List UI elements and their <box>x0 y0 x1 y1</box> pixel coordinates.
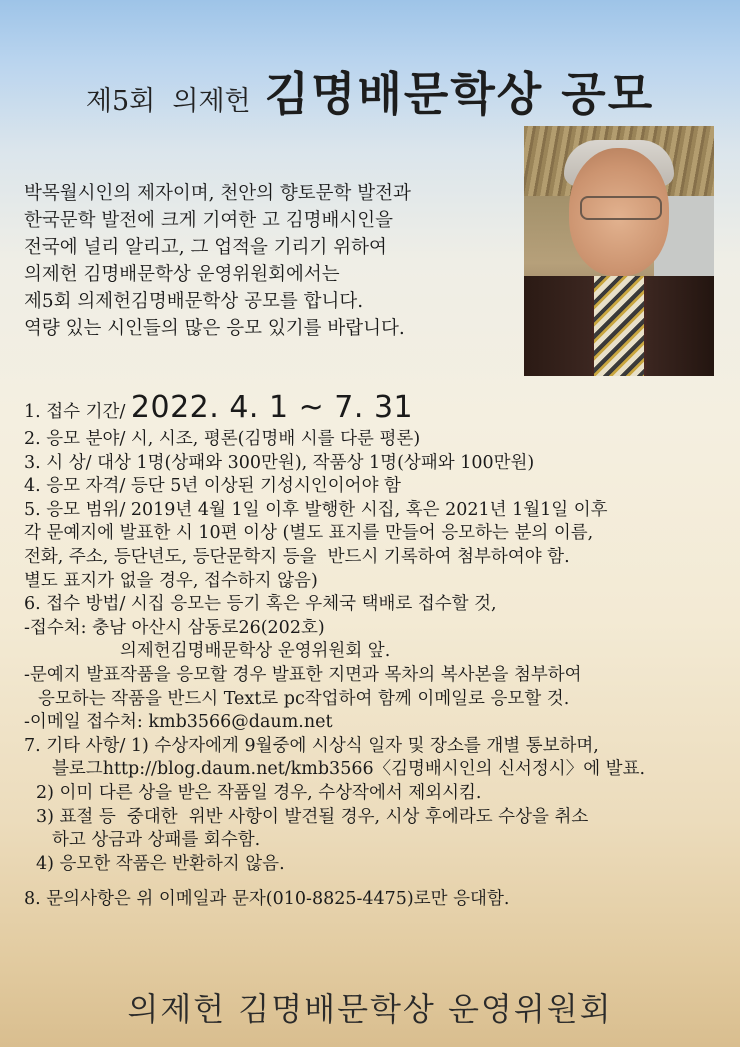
poet-portrait-photo <box>524 126 714 376</box>
item-scope-cont: 전화, 주소, 등단년도, 등단문학지 등을 반드시 기록하여 첨부하여야 함. <box>24 546 570 567</box>
contest-details-list <box>24 388 724 912</box>
page-title <box>0 58 740 124</box>
period-label: 1. 접수 기간/ <box>24 402 131 422</box>
item-journal-cont: 응모하는 작품을 반드시 Text로 pc작업하여 함께 이메일로 응모할 것. <box>38 688 570 709</box>
organizer-footer: 의제헌 김명배문학상 운영위원회 <box>127 990 613 1028</box>
item-scope: 5. 응모 범위/ 2019년 4월 1일 이후 발행한 시집, 혹은 2021년 1월1일 이후 <box>24 499 608 520</box>
intro-line: 제5회 의제헌김명배문학상 공모를 합니다. <box>24 291 364 312</box>
intro-paragraph <box>24 180 524 342</box>
item-prize: 3. 시 상/ 대상 1명(상패와 300만원), 작품상 1명(상패와 100만원) <box>24 452 535 473</box>
item-scope-cont: 별도 표지가 없을 경우, 접수하지 않음) <box>24 570 318 591</box>
item-journal: -문예지 발표작품을 응모할 경우 발표한 지면과 목차의 복사본을 첨부하여 <box>24 664 582 685</box>
intro-line: 역량 있는 시인들의 많은 응모 있기를 바랍니다. <box>24 318 405 339</box>
item-method: 6. 접수 방법/ 시집 응모는 등기 혹은 우체국 택배로 접수할 것, <box>24 594 497 615</box>
intro-line: 전국에 널리 알리고, 그 업적을 기리기 위하여 <box>24 237 387 258</box>
item-etc-cont: 블로그http://blog.daum.net/kmb3566〈김명배시인의 신서정시〉에 발표. <box>52 759 646 780</box>
title-prefix: 제5회 의제헌 <box>85 86 251 117</box>
intro-line: 한국문학 발전에 크게 기여한 고 김명배시인을 <box>24 210 393 231</box>
item-address: -접수처: 충남 아산시 삼동로26(202호) <box>24 617 325 638</box>
item-etc-3-cont: 하고 상금과 상패를 회수함. <box>52 830 261 851</box>
item-etc-4: 4) 응모한 작품은 반환하지 않음. <box>36 853 285 874</box>
intro-line: 박목월시인의 제자이며, 천안의 향토문학 발전과 <box>24 183 411 204</box>
item-address-cont: 의제헌김명배문학상 운영위원회 앞. <box>120 641 391 662</box>
title-main: 김명배문학상 공모 <box>264 67 655 121</box>
period-value: 2022. 4. 1 ~ 7. 31 <box>130 390 414 425</box>
intro-line: 의제헌 김명배문학상 운영위원회에서는 <box>24 264 340 285</box>
item-period <box>24 388 724 428</box>
item-inquiry: 8. 문의사항은 위 이메일과 문자(010-8825-4475)로만 응대함. <box>24 889 510 910</box>
item-qualification: 4. 응모 자격/ 등단 5년 이상된 기성시인이어야 함 <box>24 476 401 497</box>
item-etc: 7. 기타 사항/ 1) 수상자에게 9월중에 시상식 일자 및 장소를 개별 통보하며, <box>24 735 599 756</box>
item-scope-cont: 각 문예지에 발표한 시 10편 이상 (별도 표지를 만들어 응모하는 분의 이름, <box>24 523 594 544</box>
item-etc-3: 3) 표절 등 중대한 위반 사항이 발견될 경우, 시상 후에라도 수상을 취소 <box>36 806 589 827</box>
item-etc-2: 2) 이미 다른 상을 받은 작품일 경우, 수상작에서 제외시킴. <box>36 782 482 803</box>
item-email: -이메일 접수처: kmb3566@daum.net <box>24 712 333 733</box>
item-field: 2. 응모 분야/ 시, 시조, 평론(김명배 시를 다룬 평론) <box>24 429 421 449</box>
